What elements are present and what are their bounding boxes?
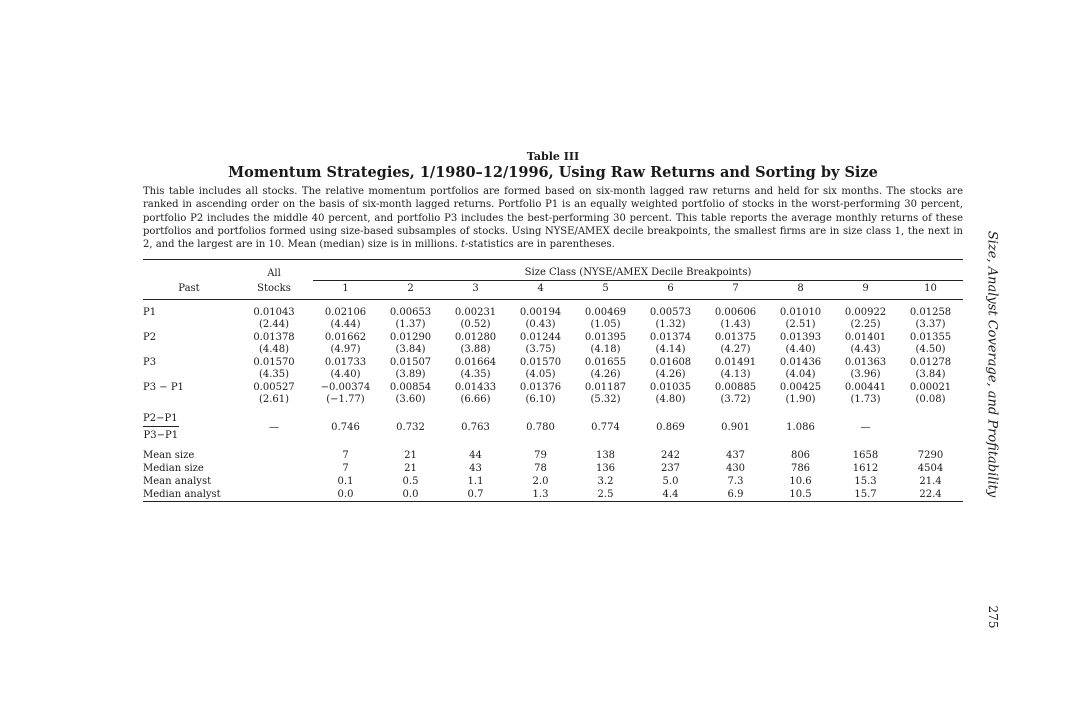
tstat-value: (3.60)	[395, 394, 426, 406]
tstat-spacer	[143, 319, 235, 331]
ratio-cell: —	[860, 422, 871, 434]
tstat-value: (2.51)	[785, 319, 816, 331]
tstat-value: (4.43)	[850, 344, 881, 356]
size-value: 0.5	[402, 476, 419, 488]
return-value: 0.01491	[714, 357, 757, 369]
tstat-value: (2.25)	[850, 319, 881, 331]
return-value: 0.01733	[324, 357, 367, 369]
size-value: 10.5	[789, 489, 812, 501]
return-value: 0.00441	[844, 382, 887, 394]
return-value: 0.00231	[454, 307, 497, 319]
tstat-value: (4.18)	[590, 344, 621, 356]
table-row	[143, 381, 963, 394]
return-value: 0.00021	[909, 382, 952, 394]
size-value: 437	[725, 450, 746, 462]
size-value: 0.0	[337, 489, 354, 501]
row-label: P3	[143, 357, 157, 369]
return-value: 0.01280	[454, 332, 497, 344]
tstat-value: (3.75)	[525, 344, 556, 356]
tstat-value: (4.40)	[785, 344, 816, 356]
tstat-value: (1.32)	[655, 319, 686, 331]
ratio-cell: 1.086	[786, 422, 815, 434]
ratio-denominator: P3−P1	[143, 430, 179, 442]
return-value: 0.01258	[909, 307, 952, 319]
size-value: 0.1	[337, 476, 354, 488]
tstat-row	[143, 344, 963, 356]
ratio-cell: 0.732	[396, 422, 425, 434]
table-caption	[143, 185, 963, 251]
tstat-value: (4.40)	[330, 369, 361, 381]
ratio-label	[143, 406, 235, 443]
ratio-all: —	[269, 422, 279, 434]
return-value: 0.00653	[389, 307, 432, 319]
size-value: 21.4	[919, 476, 942, 488]
size-value: 1658	[852, 450, 879, 462]
size-value: 7	[342, 463, 349, 475]
size-value: 242	[660, 450, 681, 462]
tstat-value: (3.84)	[395, 344, 426, 356]
all-stocks-tstat: (2.44)	[258, 319, 290, 331]
return-value: 0.00573	[649, 307, 692, 319]
size-value: 10.6	[789, 476, 812, 488]
size-row-label: Median size	[143, 463, 204, 475]
return-value: 0.01035	[649, 382, 692, 394]
return-value: 0.01507	[389, 357, 432, 369]
tstat-value: (3.72)	[720, 394, 751, 406]
size-all-empty	[235, 462, 313, 475]
all-stocks-tstat: (4.35)	[258, 369, 290, 381]
size-value: 1.1	[467, 476, 484, 488]
ratio-cell: 0.746	[331, 422, 360, 434]
size-value: 79	[534, 450, 547, 462]
table-row	[143, 300, 963, 320]
tstat-value: (0.43)	[525, 319, 556, 331]
return-value: 0.01655	[584, 357, 627, 369]
size-value: 2.5	[597, 489, 614, 501]
size-row	[143, 475, 963, 488]
tstat-value: (4.80)	[655, 394, 686, 406]
tstat-value: (1.05)	[590, 319, 621, 331]
size-value: 7290	[917, 450, 944, 462]
size-value: 21	[404, 450, 417, 462]
header-row-2	[143, 281, 963, 300]
tstat-value: (3.88)	[460, 344, 491, 356]
size-value: 237	[660, 463, 681, 475]
size-value: 15.3	[854, 476, 877, 488]
size-value: 21	[404, 463, 417, 475]
row-label: P3 − P1	[143, 382, 184, 394]
ratio-cell: 0.901	[721, 422, 750, 434]
size-value: 786	[790, 463, 811, 475]
size-value: 3.2	[597, 476, 614, 488]
tstat-spacer	[143, 394, 235, 406]
tstat-value: (6.10)	[525, 394, 556, 406]
size-value: 43	[469, 463, 482, 475]
size-value: 7	[342, 450, 349, 462]
size-row-label: Median analyst	[143, 489, 221, 501]
size-value: 78	[534, 463, 547, 475]
return-value: 0.01376	[519, 382, 562, 394]
size-value: 7.3	[727, 476, 744, 488]
tstat-value: (4.97)	[330, 344, 361, 356]
size-row	[143, 443, 963, 462]
return-value: 0.00606	[714, 307, 757, 319]
all-stocks-value: 0.01043	[253, 307, 295, 319]
return-value: 0.01395	[584, 332, 627, 344]
tstat-value: (4.13)	[720, 369, 751, 381]
tstat-value: (1.37)	[395, 319, 426, 331]
header-class: 6	[667, 283, 674, 295]
tstat-value: (4.27)	[720, 344, 751, 356]
tstat-value: (4.35)	[460, 369, 491, 381]
tstat-value: (1.43)	[720, 319, 751, 331]
table-number: Table III	[526, 150, 580, 163]
size-row	[143, 488, 963, 502]
tstat-value: (4.14)	[655, 344, 686, 356]
size-value: 5.0	[662, 476, 679, 488]
header-class: 4	[537, 283, 544, 295]
tstat-spacer	[143, 369, 235, 381]
return-value: 0.01010	[779, 307, 822, 319]
header-row-1	[143, 260, 963, 281]
ratio-cell: 0.780	[526, 422, 555, 434]
size-value: 1612	[852, 463, 879, 475]
running-head: Size, Analyst Coverage, and Profitability	[984, 230, 1000, 498]
header-class: 10	[924, 283, 937, 295]
header-class: 1	[342, 283, 349, 295]
return-value: 0.00425	[779, 382, 822, 394]
header-past: Past	[178, 283, 200, 295]
size-value: 430	[725, 463, 746, 475]
tstat-value: (1.90)	[785, 394, 816, 406]
table-title: Momentum Strategies, 1/1980–12/1996, Using Raw Returns and Sorting by Size	[228, 164, 878, 181]
tstat-value: (4.50)	[915, 344, 946, 356]
return-value: 0.01393	[779, 332, 822, 344]
return-value: 0.01187	[584, 382, 627, 394]
header-all: All	[267, 267, 281, 279]
tstat-value: (0.08)	[915, 394, 946, 406]
return-value: 0.01355	[909, 332, 952, 344]
ratio-numerator: P2−P1	[143, 412, 179, 427]
tstat-value: (4.44)	[330, 319, 361, 331]
return-rows	[143, 300, 963, 407]
row-label: P1	[143, 307, 157, 319]
size-all-empty	[235, 488, 313, 502]
size-all-empty	[235, 475, 313, 488]
size-value: 138	[595, 450, 616, 462]
tstat-value: (4.04)	[785, 369, 816, 381]
tstat-value: (6.66)	[460, 394, 491, 406]
return-value: −0.00374	[320, 382, 371, 394]
return-value: 0.00854	[389, 382, 432, 394]
header-class: 3	[472, 283, 479, 295]
table-row	[143, 331, 963, 344]
caption-text: This table includes all stocks. The relative momentum portfolios are formed based on six-month lagged raw returns and held for six months. The stocks are ranked in ascending order on the basis of six-month lagged returns. Portfolio P1 is an equally weighted portfolio of stocks in the worst-performing 30 percent, portfolio P2 includes the middle 40 percent, and portfolio P3 includes the best-performing 30 percent. This table reports the average monthly returns of these portfolios and portfolios formed using size-based subsamples of stocks. Using NYSE/AMEX decile breakpoints, the smallest firms are in size class 1, the next in 2, and the largest are in 10. Mean (median) size is in millions.	[143, 186, 963, 251]
return-value: 0.01278	[909, 357, 952, 369]
size-all-empty	[235, 443, 313, 462]
size-row	[143, 462, 963, 475]
return-value: 0.00885	[714, 382, 757, 394]
header-size-class: Size Class (NYSE/AMEX Decile Breakpoints)	[313, 260, 963, 281]
caption-t-symbol: t	[460, 239, 465, 251]
return-value: 0.01374	[649, 332, 692, 344]
tstat-value: (4.26)	[655, 369, 686, 381]
size-value: 806	[790, 450, 811, 462]
header-class: 9	[862, 283, 869, 295]
size-value: 0.0	[402, 489, 419, 501]
tstat-row	[143, 394, 963, 406]
ratio-cell: 0.763	[461, 422, 490, 434]
size-value: 2.0	[532, 476, 549, 488]
ratio-row	[143, 406, 963, 443]
header-stocks: Stocks	[257, 283, 291, 295]
size-value: 15.7	[854, 489, 877, 501]
size-value: 6.9	[727, 489, 744, 501]
return-value: 0.01433	[454, 382, 497, 394]
header-class: 2	[407, 283, 414, 295]
header-class: 5	[602, 283, 609, 295]
ratio-fraction	[143, 412, 179, 442]
all-stocks-tstat: (4.48)	[258, 344, 290, 356]
tstat-row	[143, 319, 963, 331]
size-row-label: Mean size	[143, 450, 195, 462]
header-class: 8	[797, 283, 804, 295]
size-value: 44	[469, 450, 482, 462]
header-class: 7	[732, 283, 739, 295]
return-value: 0.01662	[324, 332, 367, 344]
size-value: 1.3	[532, 489, 549, 501]
size-value: 4.4	[662, 489, 679, 501]
size-value: 136	[595, 463, 616, 475]
return-value: 0.02106	[324, 307, 367, 319]
tstat-spacer	[143, 344, 235, 356]
return-value: 0.00194	[519, 307, 562, 319]
size-row-label: Mean analyst	[143, 476, 212, 488]
return-value: 0.01290	[389, 332, 432, 344]
size-value: 0.7	[467, 489, 484, 501]
return-value: 0.01608	[649, 357, 692, 369]
return-value: 0.01244	[519, 332, 562, 344]
return-value: 0.01570	[519, 357, 562, 369]
row-label: P2	[143, 332, 157, 344]
momentum-table	[143, 259, 963, 502]
return-value: 0.01664	[454, 357, 497, 369]
all-stocks-value: 0.01570	[253, 357, 295, 369]
ratio-cell: 0.869	[656, 422, 685, 434]
tstat-value: (4.05)	[525, 369, 556, 381]
size-value: 4504	[917, 463, 944, 475]
ratio-cell: 0.774	[591, 422, 620, 434]
table-page	[143, 150, 963, 502]
size-rows	[143, 443, 963, 502]
tstat-value: (4.26)	[590, 369, 621, 381]
all-stocks-value: 0.01378	[253, 332, 295, 344]
size-value: 22.4	[919, 489, 942, 501]
tstat-row	[143, 369, 963, 381]
return-value: 0.00922	[844, 307, 887, 319]
page-number: 275	[986, 605, 1000, 629]
return-value: 0.01363	[844, 357, 887, 369]
tstat-value: (3.96)	[850, 369, 881, 381]
caption-text-end: -statistics are in parentheses.	[465, 239, 615, 251]
return-value: 0.01375	[714, 332, 757, 344]
all-stocks-value: 0.00527	[253, 382, 295, 394]
return-value: 0.01401	[844, 332, 887, 344]
tstat-value: (0.52)	[460, 319, 491, 331]
ratio-section	[143, 406, 963, 443]
tstat-value: (3.84)	[915, 369, 946, 381]
return-value: 0.01436	[779, 357, 822, 369]
return-value: 0.00469	[584, 307, 627, 319]
all-stocks-tstat: (2.61)	[258, 394, 290, 406]
table-row	[143, 356, 963, 369]
tstat-value: (3.37)	[915, 319, 946, 331]
tstat-value: (3.89)	[395, 369, 426, 381]
tstat-value: (1.73)	[850, 394, 881, 406]
tstat-value: (5.32)	[590, 394, 621, 406]
tstat-value: (−1.77)	[326, 394, 365, 406]
